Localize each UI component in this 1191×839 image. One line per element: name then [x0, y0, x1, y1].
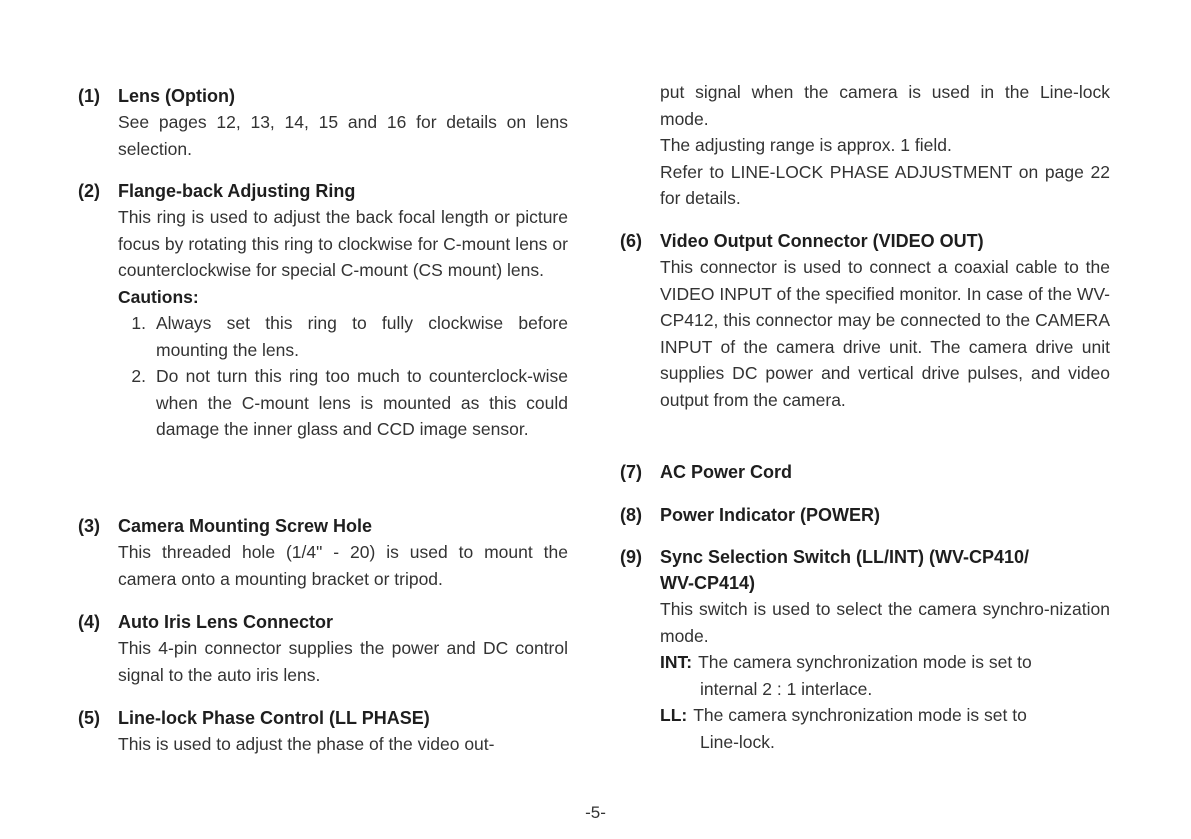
ll-key: LL:: [660, 705, 688, 725]
section-ac-power-cord: [620, 459, 1110, 485]
section-title-line: WV-CP414): [660, 573, 756, 593]
section-text: This switch is used to select the camera synchro-nization mode.: [660, 599, 1110, 646]
section-title: Power Indicator (POWER): [660, 505, 881, 525]
section-title: Lens (Option): [118, 86, 235, 106]
section-title-line: Sync Selection Switch (LL/INT) (WV-CP410/: [660, 547, 1030, 567]
section-flange-back-ring: [78, 178, 568, 443]
section-number: (3): [78, 516, 100, 536]
section-text: put signal when the camera is used in the Line-lock mode.: [660, 82, 1110, 129]
section-text: This 4-pin connector supplies the power and DC control signal to the auto iris lens.: [118, 638, 568, 685]
section-number: (1): [78, 86, 100, 106]
section-number: (9): [620, 547, 642, 567]
section-ll-phase-control: [78, 705, 568, 758]
section-number: (2): [78, 181, 100, 201]
section-lens: [78, 83, 568, 162]
page-number: -5-: [585, 803, 606, 822]
list-item: 2. Do not turn this ring too much to counterclock-wise when the C-mount lens is mounted as this could damage the inner glass and CCD image sensor.: [131, 366, 568, 439]
int-definition: INT: The camera synchronization mode is set to internal 2 : 1 interlace.: [660, 649, 1110, 702]
section-title: AC Power Cord: [660, 462, 793, 482]
section-number: (5): [78, 708, 100, 728]
section-title: Auto Iris Lens Connector: [118, 612, 334, 632]
section-power-indicator: [620, 502, 1110, 528]
int-key: INT:: [660, 652, 693, 672]
section-title: Camera Mounting Screw Hole: [118, 516, 373, 536]
cautions-label: Cautions:: [118, 286, 199, 307]
section-text: See pages 12, 13, 14, 15 and 16 for details on lens selection.: [118, 112, 568, 159]
section-text: The adjusting range is approx. 1 field.: [660, 135, 952, 155]
ll-definition: LL: The camera synchronization mode is set to Line-lock.: [660, 702, 1110, 755]
section-mounting-screw-hole: [78, 513, 568, 592]
section-title: Line-lock Phase Control (LL PHASE): [118, 708, 430, 728]
section-number: (4): [78, 612, 100, 632]
section-text: This ring is used to adjust the back focal length or picture focus by rotating this ring to clockwise for C-mount lens or counterclockwise for special C-mount (CS mount) lens.: [118, 207, 568, 280]
section-text: Refer to LINE-LOCK PHASE ADJUSTMENT on page 22 for details.: [660, 161, 1110, 208]
section-sync-selection-switch: [620, 544, 1110, 755]
section-title: Flange-back Adjusting Ring: [118, 181, 356, 201]
section-text: This is used to adjust the phase of the video out-: [118, 734, 495, 754]
section-number: (8): [620, 505, 642, 525]
section-number: (6): [620, 231, 642, 251]
section-video-output-connector: [620, 228, 1110, 413]
section-title: Video Output Connector (VIDEO OUT): [660, 231, 984, 251]
section-number: (7): [620, 462, 642, 482]
list-item: 1. Always set this ring to fully clockwise before mounting the lens.: [131, 313, 568, 360]
section-ll-phase-continued: [620, 79, 1110, 212]
section-text: This connector is used to connect a coaxial cable to the VIDEO INPUT of the specified monitor. In case of the WV-CP412, this connector may be connected to the CAMERA INPUT of the camera drive unit. The camera drive unit supplies DC power and vertical drive pulses, and video output from the camera.: [660, 257, 1110, 410]
section-auto-iris-connector: [78, 609, 568, 688]
section-text: This threaded hole (1/4" - 20) is used to mount the camera onto a mounting bracket or tripod.: [118, 542, 568, 589]
cautions-list: [118, 310, 568, 443]
